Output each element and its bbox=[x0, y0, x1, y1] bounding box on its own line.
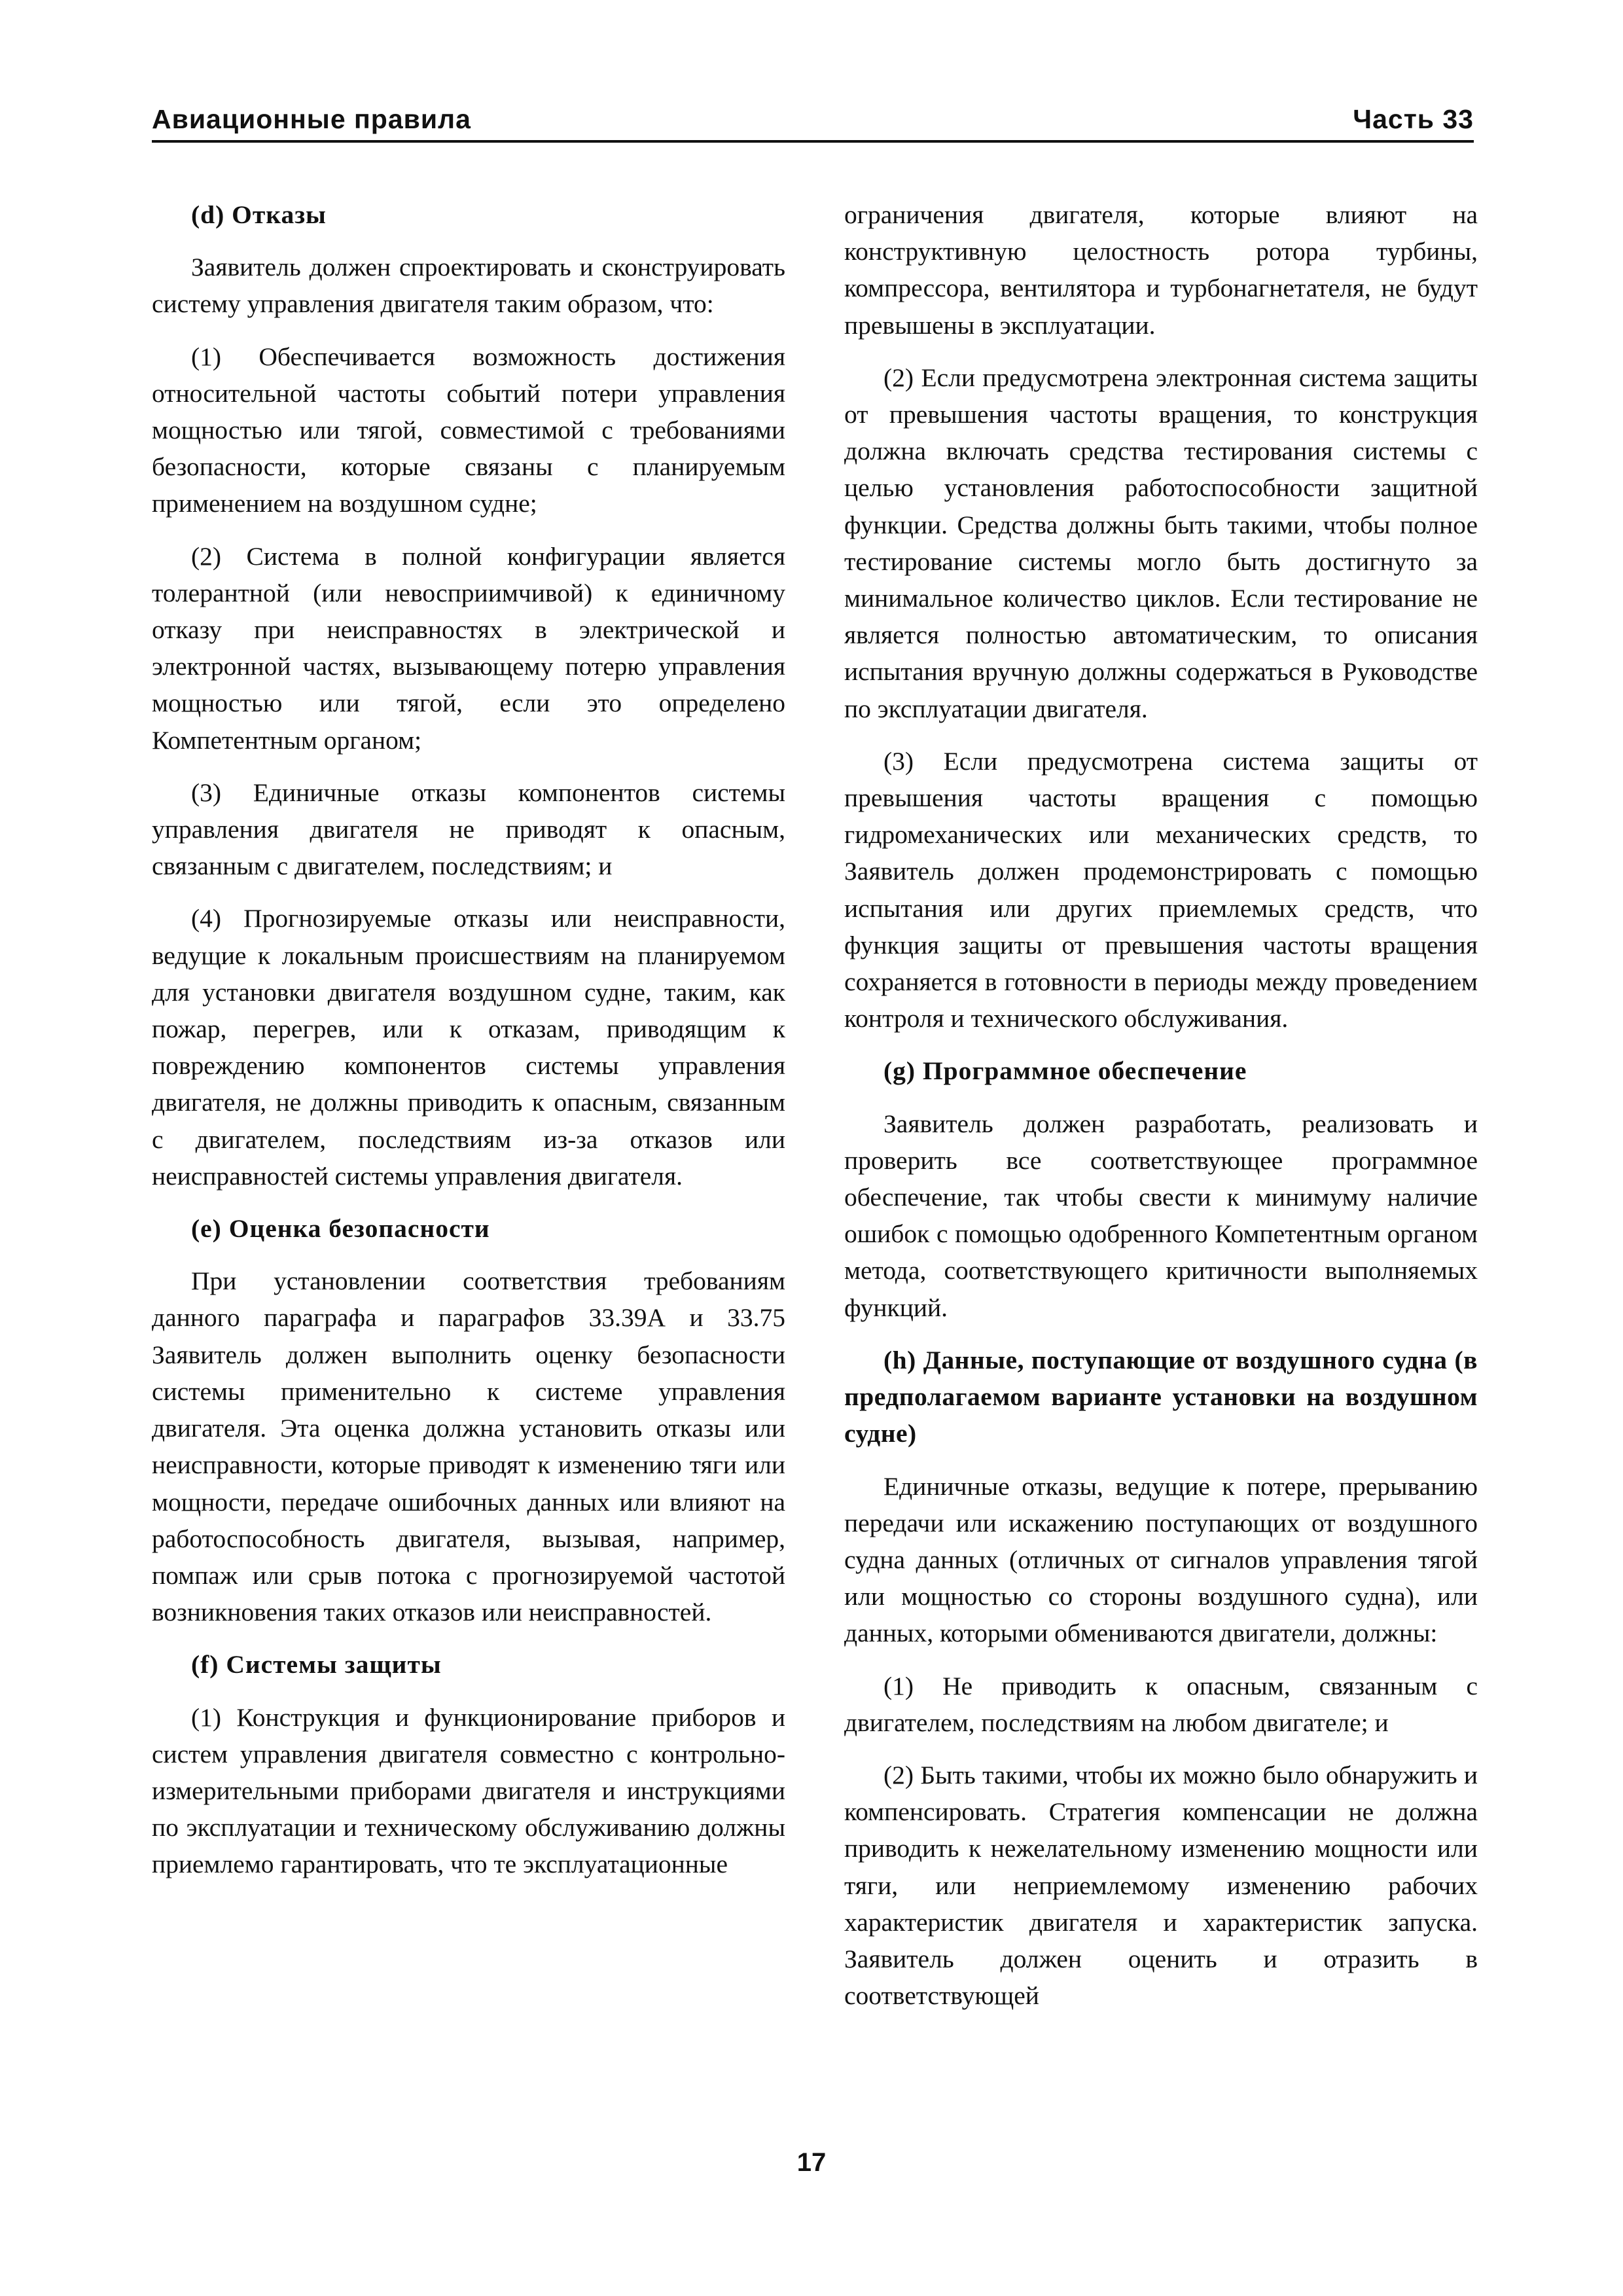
section-h-item-1: (1) Не приводить к опасным, связанным с двигателем, последствиям на любом двигателе; и bbox=[844, 1671, 1478, 1737]
section-f-item-3: (3) Если предусмотрена система защиты от превышения частоты вращения с помощью гидромеханических или механических средств, то Заявитель должен продемонстрировать с помощью испытания или других приемлемых средств, что функция защиты от превышения частоты вращения сохраняется в готовности в периоды между проведением контроля и технического обслуживания. bbox=[844, 746, 1478, 1033]
section-f-heading: (f) Системы защиты bbox=[191, 1650, 442, 1679]
left-column bbox=[152, 196, 785, 1899]
section-g-text: Заявитель должен разработать, реализовать и проверить все соответствующее программное обеспечение, так чтобы свести к минимуму наличие ошибок с помощью одобренного Компетентным органом метода, соответствующего критичности выполняемых функций. bbox=[844, 1109, 1478, 1322]
section-h-item-2: (2) Быть такими, чтобы их можно было обнаружить и компенсировать. Стратегия компенсации не должна приводить к нежелательному изменению мощности или тяги, или неприемлемому изменению рабочих характеристик двигателя и характеристик запуска. Заявитель должен оценить и отразить в соответствующей bbox=[844, 1760, 1478, 2011]
header-part: Часть 33 bbox=[1353, 104, 1474, 134]
section-f-item-2: (2) Если предусмотрена электронная система защиты от превышения частоты вращения, то конструкция должна включать средства тестирования системы с целью установления работоспособности защитной функции. Средства должны быть такими, чтобы полное тестирование системы могло быть достигнуто за минимальное количество циклов. Если тестирование не является полностью автоматическим, то описания испытания вручную должны содержаться в Руководстве по эксплуатации двигателя. bbox=[844, 363, 1478, 723]
running-header bbox=[152, 103, 1474, 143]
section-d-item-2: (2) Система в полной конфигурации является толерантной (или невосприимчивой) к единичному отказу при неисправностях в электрической и электронной частях, вызывающему потерю управления мощностью или тягой, если это определено Компетентным органом; bbox=[152, 541, 785, 755]
section-d-item-4: (4) Прогнозируемые отказы или неисправности, ведущие к локальным происшествиям на планируемом для установки двигателя воздушном судне, таким, как пожар, перегрев, или к отказам, приводящим к повреждению компонентов системы управления двигателя, не должны приводить к опасным, связанным с двигателем, последствиям из-за отказов или неисправностей системы управления двигателя. bbox=[152, 904, 785, 1191]
page-number: 17 bbox=[796, 2148, 827, 2177]
section-e-text: При установлении соответствия требованиям данного параграфа и параграфов 33.39А и 33.75 Заявитель должен выполнить оценку безопасности системы применительно к системе управления двигателя. Эта оценка должна установить отказы или неисправности, которые приводят к изменению тяги или мощности, передаче ошибочных данных или влияют на работоспособность двигателя, вызывая, например, помпаж или срыв потока с прогнозируемой частотой возникновения таких отказов или неисправностей. bbox=[152, 1266, 785, 1627]
header-title: Авиационные правила bbox=[152, 104, 471, 134]
section-h-heading: (h) Данные, поступающие от воздушного судна (в предполагаемом варианте установки на воздушном судне) bbox=[844, 1345, 1478, 1448]
section-d-item-1: (1) Обеспечивается возможность достижения относительной частоты событий потери управления мощностью или тягой, совместимой с требованиями безопасности, которые связаны с планируемым применением на воздушном судне; bbox=[152, 342, 785, 518]
section-d-item-3: (3) Единичные отказы компонентов системы управления двигателя не приводят к опасным, связанным с двигателем, последствиям; и bbox=[152, 778, 785, 881]
section-f-item-1: (1) Конструкция и функционирование приборов и систем управления двигателя совместно с контрольно-измерительными приборами двигателя и инструкциями по эксплуатации и техническому обслуживанию должны приемлемо гарантировать, что те эксплуатационные bbox=[152, 1702, 785, 1879]
section-d-heading: (d) Отказы bbox=[191, 200, 327, 229]
section-h-text: Единичные отказы, ведущие к потере, прерыванию передачи или искажению поступающих от воздушного судна данных (отличных от сигналов управления тягой или мощностью со стороны воздушного судна), или данных, которыми обмениваются двигатели, должны: bbox=[844, 1471, 1478, 1648]
section-e-heading: (e) Оценка безопасности bbox=[191, 1214, 490, 1244]
right-column bbox=[844, 196, 1478, 2030]
section-f-item-1-continued: ограничения двигателя, которые влияют на конструктивную целостность ротора турбины, компрессора, вентилятора и турбонагнетателя, не будут превышены в эксплуатации. bbox=[844, 200, 1478, 340]
section-g-heading: (g) Программное обеспечение bbox=[883, 1056, 1247, 1086]
section-d-intro: Заявитель должен спроектировать и сконструировать систему управления двигателя таким образом, что: bbox=[152, 253, 785, 319]
